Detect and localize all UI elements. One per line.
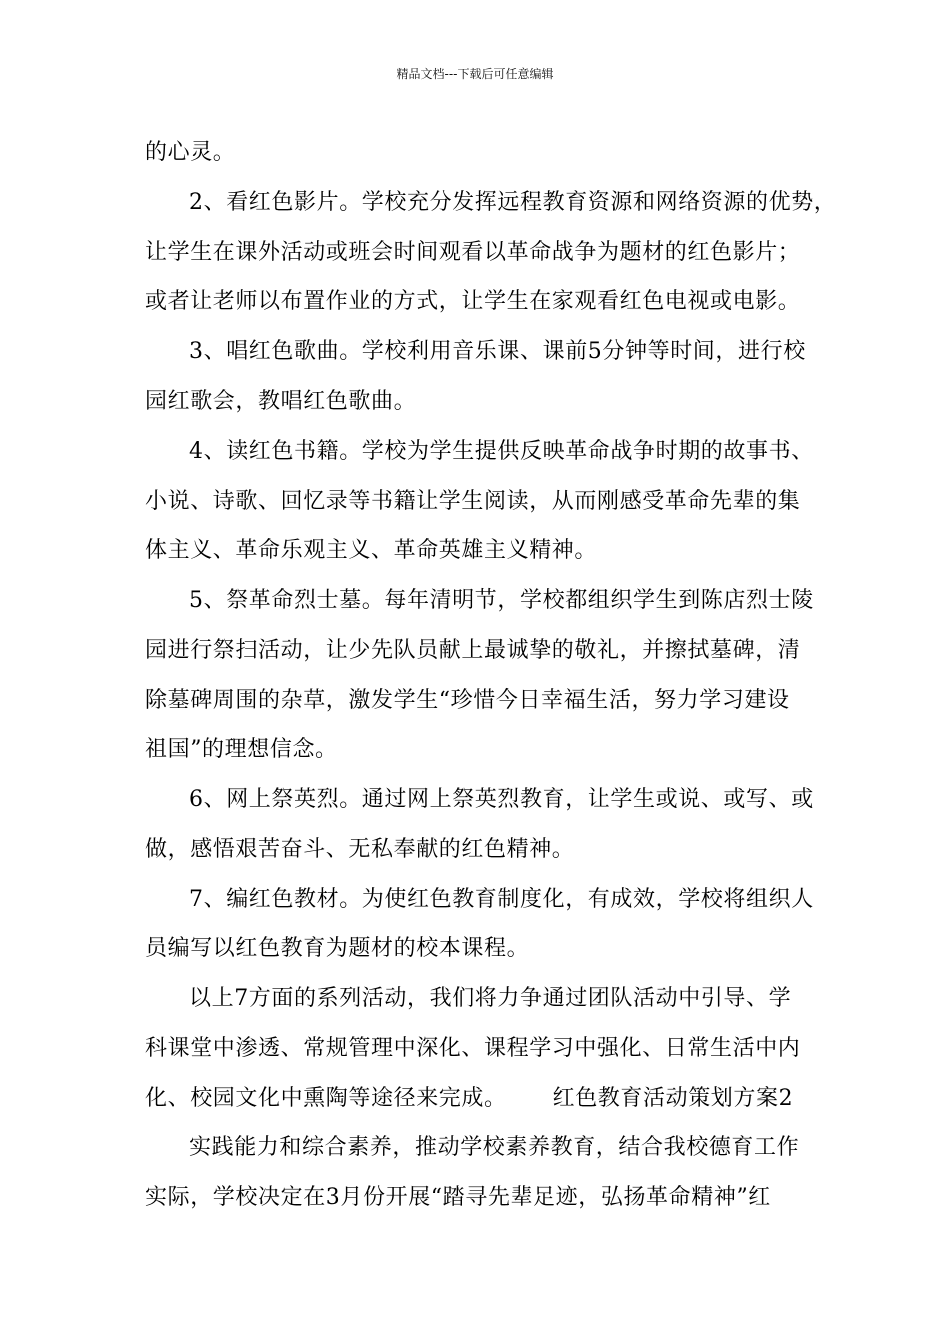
text-line: 或者让老师以布置作业的方式，让学生在家观看红色电视或电影。 — [145, 289, 801, 314]
text-line: 2、看红色影片。学校充分发挥远程教育资源和网络资源的优势， — [189, 190, 837, 215]
page-header: 精品文档---下载后可任意编辑 — [396, 67, 554, 81]
section-heading: 红色教育活动策划方案2 — [552, 1086, 794, 1111]
text-line: 员编写以红色教育为题材的校本课程。 — [145, 936, 530, 961]
text-line: 以上7方面的系列活动，我们将力争通过团队活动中引导、学 — [189, 986, 792, 1011]
text-line — [145, 1084, 793, 1114]
text-line: 7、编红色教材。为使红色教育制度化，有成效，学校将组织人 — [189, 887, 814, 912]
text-line: 园进行祭扫活动，让少先队员献上最诚挚的敬礼，并擦拭墓碑，清 — [145, 638, 801, 663]
text-line: 做，感悟艰苦奋斗、无私奉献的红色精神。 — [145, 837, 575, 862]
text-line: 6、网上祭英烈。通过网上祭英烈教育，让学生或说、或写、或 — [189, 787, 814, 812]
text-line: 4、读红色书籍。学校为学生提供反映革命战争时期的故事书、 — [189, 439, 814, 464]
text-line: 除墓碑周围的杂草，激发学生“珍惜今日幸福生活，努力学习建设 — [145, 688, 790, 713]
text-line: 实践能力和综合素养，推动学校素养教育，结合我校德育工作 — [189, 1135, 800, 1160]
text-line: 5、祭革命烈士墓。每年清明节，学校都组织学生到陈店烈士陵 — [189, 588, 814, 613]
text-line: 科课堂中渗透、常规管理中深化、课程学习中强化、日常生活中内 — [145, 1036, 801, 1061]
text-line: 园红歌会，教唱红色歌曲。 — [145, 389, 417, 414]
text-line: 让学生在课外活动或班会时间观看以革命战争为题材的红色影片； — [145, 240, 801, 265]
text-line: 小说、诗歌、回忆录等书籍让学生阅读，从而刚感受革命先辈的集 — [145, 489, 801, 514]
text-line: 祖国”的理想信念。 — [145, 737, 338, 762]
text-line: 实际，学校决定在3月份开展“踏寻先辈足迹，弘扬革命精神”红 — [145, 1185, 771, 1210]
text-line: 3、唱红色歌曲。学校利用音乐课、课前5分钟等时间，进行校 — [189, 339, 806, 364]
text-line-segment: 化、校园文化中熏陶等途径来完成。 — [145, 1086, 507, 1111]
text-line: 体主义、革命乐观主义、革命英雄主义精神。 — [145, 538, 598, 563]
text-line: 的心灵。 — [145, 140, 236, 165]
